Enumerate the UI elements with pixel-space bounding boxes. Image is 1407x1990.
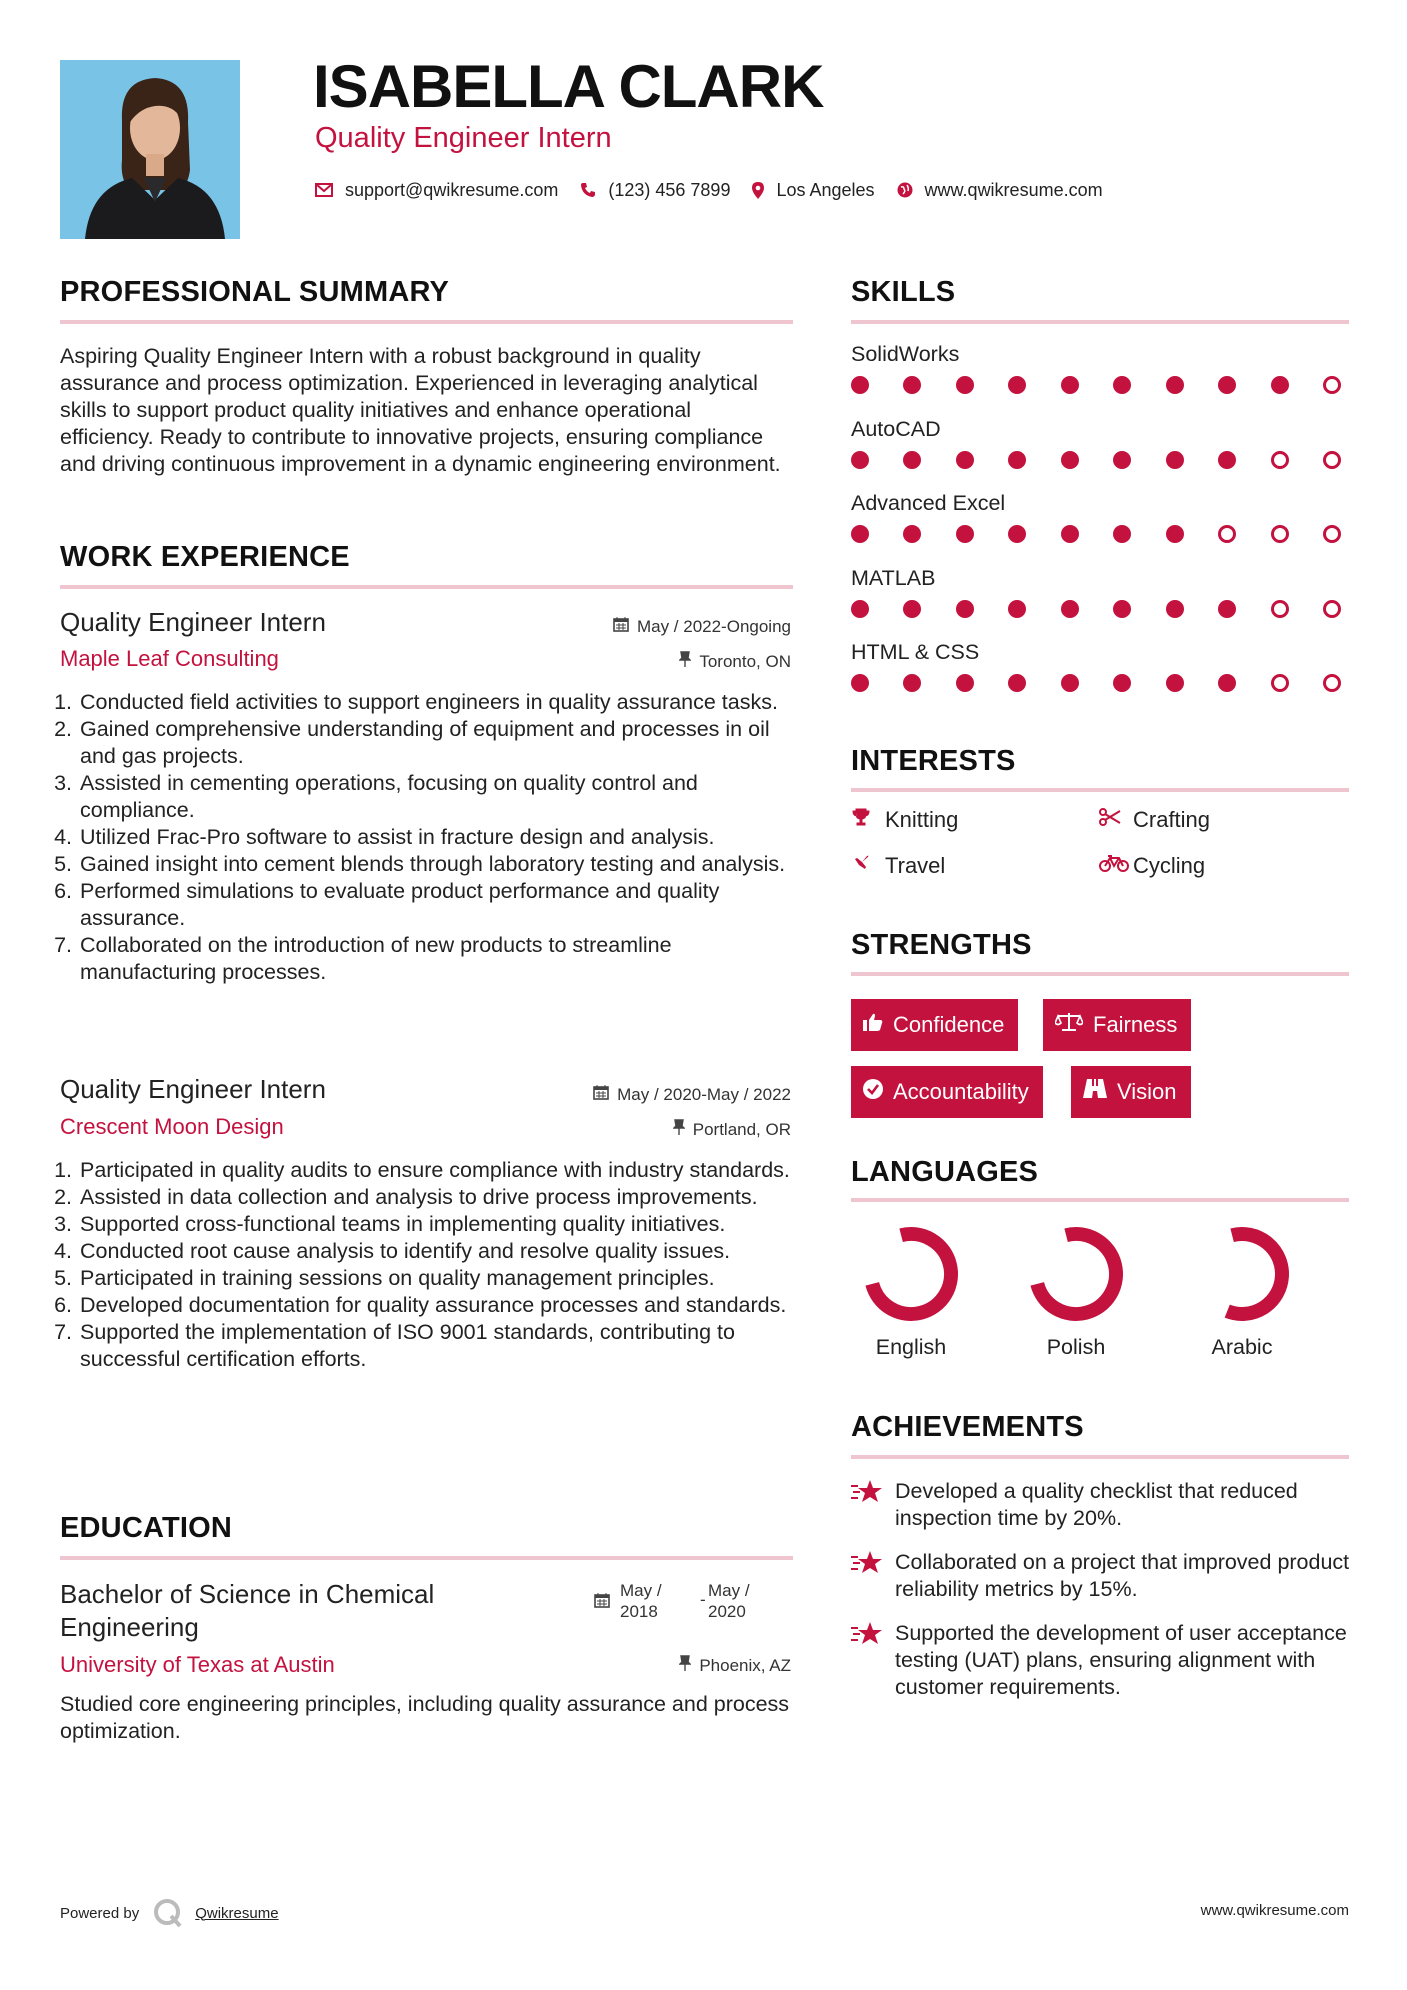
- skill-name: HTML & CSS: [851, 640, 980, 664]
- strength-badge: [851, 999, 1018, 1051]
- job-location: [673, 1119, 791, 1140]
- summary-text: Aspiring Quality Engineer Intern with a robust background in quality assurance and process optimization. Experienced in leveraging analytical skills to support product quality initiatives and enhance operational efficiency. Ready to contribute to innovative projects, ensuring compliance and driving continuous improvement in a dynamic engineering environment.: [60, 344, 781, 476]
- rating-dot-filled: [1061, 451, 1079, 469]
- language-name: English: [875, 1335, 947, 1359]
- education-end-date: May / 2020: [708, 1581, 750, 1621]
- contact-email[interactable]: support@qwikresume.com: [345, 179, 559, 200]
- education-heading: EDUCATION: [60, 1512, 233, 1544]
- job-bullets: [60, 1157, 808, 1373]
- interest-item: [851, 853, 945, 879]
- rating-dot-filled: [1008, 376, 1026, 394]
- rating-dot-empty: [1271, 674, 1289, 692]
- contact-phone: (123) 456 7899: [608, 179, 731, 200]
- summary-divider: [60, 320, 793, 324]
- skill-row: [851, 640, 1351, 715]
- list-item: 4. Utilized Frac-Pro software to assist in fracture design and analysis.: [78, 824, 808, 851]
- trophy-icon: [851, 807, 885, 833]
- rating-dot-filled: [851, 525, 869, 543]
- education-divider: [60, 1556, 793, 1560]
- skill-rating: [851, 525, 1341, 543]
- skill-name: SolidWorks: [851, 342, 960, 366]
- rating-dot-filled: [1061, 674, 1079, 692]
- rating-dot-filled: [1061, 525, 1079, 543]
- achievement-text: Collaborated on a project that improved product reliability metrics by 15%.: [895, 1550, 1350, 1601]
- rating-dot-filled: [956, 674, 974, 692]
- job-company: Maple Leaf Consulting: [60, 646, 279, 671]
- interest-label: Cycling: [1133, 853, 1206, 878]
- rating-dot-filled: [1113, 674, 1131, 692]
- scissors-icon: [1099, 808, 1133, 832]
- interest-label: Knitting: [885, 807, 959, 832]
- rating-dot-filled: [1166, 525, 1184, 543]
- rating-dot-filled: [1113, 525, 1131, 543]
- skill-row: [851, 342, 1351, 417]
- rating-dot-filled: [903, 376, 921, 394]
- achievements-heading: ACHIEVEMENTS: [851, 1411, 1084, 1443]
- thumbs-up-icon: [863, 1013, 883, 1037]
- rating-dot-filled: [1061, 376, 1079, 394]
- rating-dot-filled: [851, 376, 869, 394]
- envelope-icon: [315, 183, 333, 197]
- achievement-item: [851, 1478, 1351, 1532]
- rating-dot-filled: [1008, 600, 1026, 618]
- language-name: Arabic: [1211, 1335, 1273, 1359]
- rating-dot-filled: [1166, 674, 1184, 692]
- experience-heading: WORK EXPERIENCE: [60, 541, 350, 573]
- job-title: Quality Engineer Intern: [60, 1074, 326, 1104]
- language-proficiency-arc: [1037, 1234, 1116, 1314]
- contact-website[interactable]: www.qwikresume.com: [924, 179, 1103, 200]
- skills-list: [851, 342, 1351, 715]
- rating-dot-filled: [1113, 376, 1131, 394]
- skill-row: [851, 566, 1351, 641]
- pin-icon: [679, 1655, 691, 1676]
- rating-dot-empty: [1323, 376, 1341, 394]
- globe-icon: [897, 182, 913, 198]
- contact-bar: [315, 178, 1125, 202]
- star-icon: [851, 1549, 895, 1603]
- rating-dot-filled: [956, 451, 974, 469]
- contact-location: Los Angeles: [776, 179, 875, 200]
- rating-dot-filled: [851, 674, 869, 692]
- calendar-icon: [594, 1592, 610, 1613]
- rating-dot-filled: [956, 376, 974, 394]
- list-item: 6. Developed documentation for quality assurance processes and standards.: [78, 1292, 808, 1319]
- rating-dot-filled: [851, 600, 869, 618]
- rating-dot-filled: [1008, 674, 1026, 692]
- qwikresume-link[interactable]: Qwikresume: [195, 1904, 279, 1922]
- rating-dot-empty: [1218, 525, 1236, 543]
- strength-badge: [851, 1066, 1043, 1118]
- star-icon: [851, 1478, 895, 1532]
- rating-dot-empty: [1323, 525, 1341, 543]
- interests-heading: INTERESTS: [851, 745, 1016, 777]
- achievement-text: Supported the development of user acceptance testing (UAT) plans, ensuring alignment with customer requirements.: [895, 1621, 1347, 1699]
- rating-dot-filled: [1008, 525, 1026, 543]
- skill-name: AutoCAD: [851, 416, 941, 441]
- skill-name: Advanced Excel: [851, 491, 1006, 515]
- job-location-text: Portland, OR: [692, 1119, 791, 1139]
- list-item: 1. Conducted field activities to support engineers in quality assurance tasks.: [78, 689, 808, 716]
- language-proficiency-arc: [872, 1234, 951, 1314]
- language-name: Polish: [1046, 1335, 1106, 1359]
- education-location: [679, 1655, 791, 1676]
- degree-title: Bachelor of Science in Chemical Engineering: [60, 1579, 435, 1642]
- language-proficiency-arc: [1227, 1234, 1282, 1314]
- achievements-divider: [851, 1455, 1349, 1459]
- job-bullets: [60, 689, 808, 986]
- interest-item: [851, 807, 958, 833]
- powered-by-text: Powered by: [60, 1904, 140, 1922]
- map-marker-icon: [752, 182, 764, 199]
- candidate-title: Quality Engineer Intern: [315, 122, 612, 154]
- qwikresume-logo-icon: [153, 1898, 183, 1928]
- strength-label: Confidence: [893, 1012, 1005, 1037]
- list-item: 7. Supported the implementation of ISO 9001 standards, contributing to successful certification efforts.: [78, 1319, 808, 1373]
- interest-label: Travel: [885, 853, 946, 878]
- profile-photo: [60, 60, 240, 239]
- rating-dot-empty: [1271, 525, 1289, 543]
- summary-heading: PROFESSIONAL SUMMARY: [60, 276, 450, 308]
- list-item: 5. Participated in training sessions on quality management principles.: [78, 1265, 808, 1292]
- job-date-text: May / 2022-Ongoing: [636, 616, 791, 636]
- strength-label: Vision: [1117, 1079, 1177, 1104]
- language-item: [841, 1224, 981, 1360]
- language-ring: [1026, 1224, 1126, 1324]
- language-ring: [1192, 1224, 1292, 1324]
- strengths-divider: [851, 972, 1349, 976]
- list-item: 5. Gained insight into cement blends through laboratory testing and analysis.: [78, 851, 808, 878]
- rating-dot-filled: [1166, 600, 1184, 618]
- list-item: 2. Assisted in data collection and analysis to drive process improvements.: [78, 1184, 808, 1211]
- language-item: [1172, 1224, 1312, 1360]
- education-location-text: Phoenix, AZ: [699, 1655, 791, 1675]
- school-name: University of Texas at Austin: [60, 1652, 335, 1677]
- interest-item: [1099, 853, 1205, 879]
- check-circle-icon: [863, 1079, 883, 1105]
- education-start-date: May / 2018: [620, 1581, 662, 1621]
- rating-dot-filled: [1113, 451, 1131, 469]
- strength-label: Fairness: [1093, 1012, 1178, 1037]
- skill-row: [851, 491, 1351, 566]
- skill-name: MATLAB: [851, 565, 936, 590]
- achievement-text: Developed a quality checklist that reduced inspection time by 20%.: [895, 1479, 1298, 1530]
- skills-divider: [851, 320, 1349, 324]
- date-separator: -: [700, 1590, 706, 1609]
- rating-dot-filled: [956, 525, 974, 543]
- rating-dot-filled: [1166, 451, 1184, 469]
- calendar-icon: [593, 1084, 609, 1105]
- binoculars-icon: [1083, 1078, 1107, 1106]
- skill-rating: [851, 451, 1341, 469]
- rating-dot-empty: [1271, 451, 1289, 469]
- strength-label: Accountability: [893, 1079, 1029, 1104]
- candidate-name: ISABELLA CLARK: [313, 53, 824, 120]
- bicycle-icon: [1099, 854, 1133, 878]
- interest-item: [1099, 807, 1210, 833]
- skill-rating: [851, 600, 1341, 618]
- languages-divider: [851, 1198, 1349, 1202]
- rating-dot-filled: [1113, 600, 1131, 618]
- rating-dot-filled: [903, 674, 921, 692]
- skill-rating: [851, 376, 1341, 394]
- rating-dot-filled: [903, 451, 921, 469]
- language-item: [1006, 1224, 1146, 1360]
- achievement-item: [851, 1620, 1351, 1701]
- footer-branding: [60, 1898, 279, 1928]
- rating-dot-filled: [1166, 376, 1184, 394]
- job-date-text: May / 2020-May / 2022: [617, 1084, 791, 1104]
- rating-dot-empty: [1323, 451, 1341, 469]
- list-item: 6. Performed simulations to evaluate product performance and quality assurance.: [78, 878, 808, 932]
- skill-rating: [851, 674, 1341, 692]
- language-ring: [861, 1224, 961, 1324]
- skills-heading: SKILLS: [851, 276, 956, 308]
- list-item: 2. Gained comprehensive understanding of equipment and processes in oil and gas projects.: [78, 716, 808, 770]
- rating-dot-empty: [1271, 600, 1289, 618]
- rating-dot-filled: [851, 451, 869, 469]
- pin-icon: [673, 1119, 685, 1140]
- skill-row: [851, 417, 1351, 492]
- pin-icon: [679, 651, 691, 672]
- footer-website[interactable]: www.qwikresume.com: [1200, 1902, 1349, 1919]
- rating-dot-filled: [1218, 376, 1236, 394]
- strengths-heading: STRENGTHS: [851, 929, 1032, 961]
- rating-dot-filled: [1008, 451, 1026, 469]
- rating-dot-filled: [1271, 376, 1289, 394]
- rating-dot-filled: [903, 525, 921, 543]
- job-location: [679, 651, 791, 672]
- job-location-text: Toronto, ON: [699, 651, 791, 671]
- job-company: Crescent Moon Design: [60, 1114, 284, 1139]
- languages-heading: LANGUAGES: [851, 1156, 1039, 1188]
- strength-badge: [1071, 1066, 1191, 1118]
- education-description: Studied core engineering principles, including quality assurance and process optimization.: [60, 1692, 790, 1743]
- strength-badge: [1043, 999, 1191, 1051]
- job-title: Quality Engineer Intern: [60, 607, 326, 637]
- list-item: 3. Assisted in cementing operations, focusing on quality control and compliance.: [78, 770, 808, 824]
- rating-dot-filled: [903, 600, 921, 618]
- job-date: [613, 616, 791, 637]
- calendar-icon: [613, 616, 629, 637]
- interest-label: Crafting: [1133, 807, 1211, 832]
- rating-dot-filled: [1218, 674, 1236, 692]
- star-icon: [851, 1620, 895, 1701]
- list-item: 4. Conducted root cause analysis to identify and resolve quality issues.: [78, 1238, 808, 1265]
- rating-dot-filled: [956, 600, 974, 618]
- list-item: 7. Collaborated on the introduction of new products to streamline manufacturing processes.: [78, 932, 808, 986]
- interests-divider: [851, 788, 1349, 792]
- plane-icon: [851, 853, 885, 879]
- job-date: [593, 1084, 791, 1105]
- rating-dot-empty: [1323, 674, 1341, 692]
- rating-dot-filled: [1218, 451, 1236, 469]
- balance-scale-icon: [1055, 1012, 1083, 1038]
- rating-dot-empty: [1323, 600, 1341, 618]
- achievement-item: [851, 1549, 1351, 1603]
- experience-divider: [60, 585, 793, 589]
- rating-dot-filled: [1061, 600, 1079, 618]
- list-item: 1. Participated in quality audits to ensure compliance with industry standards.: [78, 1157, 808, 1184]
- rating-dot-filled: [1218, 600, 1236, 618]
- phone-icon: [580, 182, 596, 198]
- list-item: 3. Supported cross-functional teams in implementing quality initiatives.: [78, 1211, 808, 1238]
